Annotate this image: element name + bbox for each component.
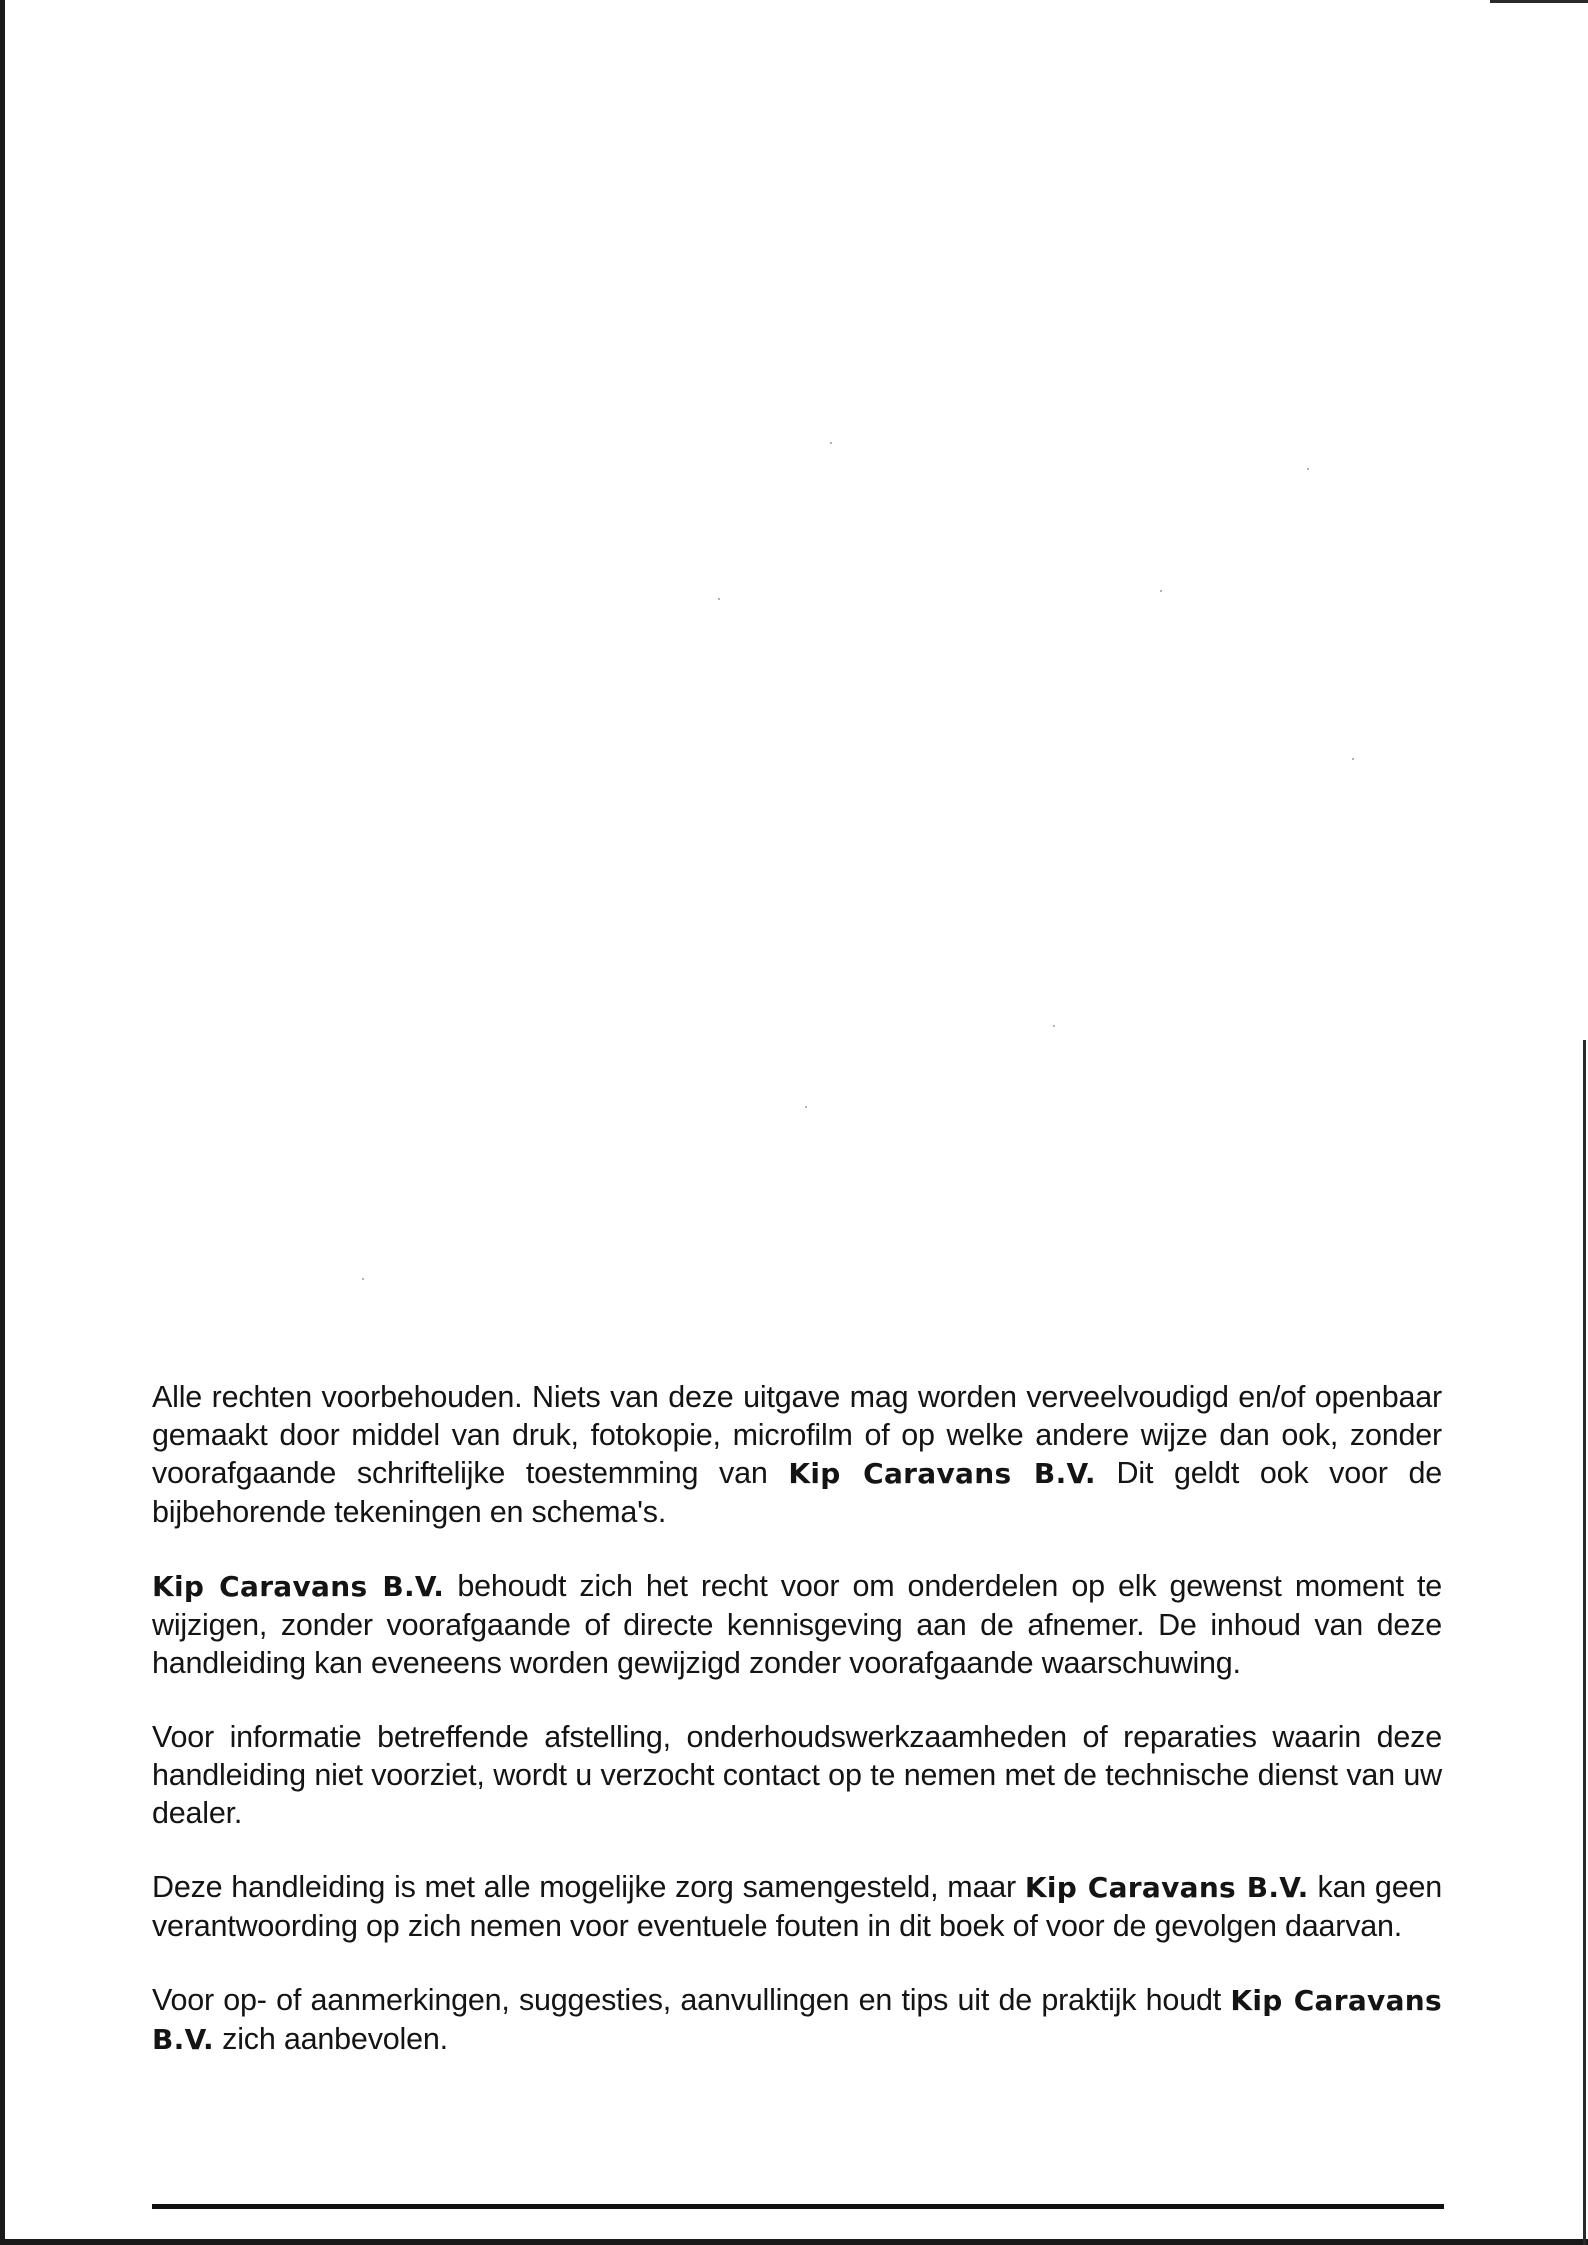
text-run: Voor op- of aanmerkingen, suggesties, aanvullingen en tips uit de praktijk houdt: [152, 1983, 1231, 2017]
scan-speck: [362, 1278, 364, 1280]
company-name: Kip Caravans B.V.: [788, 1457, 1096, 1490]
text-run: Voor informatie betreffende afstelling, onderhoudswerkzaamheden of reparaties waarin deze handleiding niet voorziet, wordt u verzocht contact op te nemen met de technische dienst van uw dealer.: [152, 1720, 1442, 1830]
service-paragraph: [152, 1718, 1442, 1832]
text-run: Deze handleiding is met alle mogelijke zorg samengesteld, maar: [152, 1870, 1025, 1904]
company-name: Kip Caravans B.V.: [1024, 1871, 1309, 1904]
page-right-edge: [1583, 1040, 1586, 2245]
page-left-edge: [0, 0, 5, 2245]
scan-speck: [1053, 1025, 1055, 1027]
company-name: Kip Caravans B.V.: [152, 1984, 1442, 2056]
page-top-edge: [1490, 0, 1588, 3]
liability-paragraph: [152, 1868, 1442, 1945]
feedback-paragraph: [152, 1981, 1442, 2059]
scan-speck: [805, 1106, 807, 1108]
scan-speck: [1352, 758, 1354, 760]
page-bottom-edge: [0, 2239, 1588, 2245]
text-run: kan geen verantwoording op zich nemen voor eventuele fouten in dit boek of voor de gevolgen daarvan.: [152, 1870, 1442, 1943]
copyright-paragraph: [152, 1378, 1442, 1531]
scan-speck: [718, 598, 720, 600]
modification-paragraph: [152, 1567, 1442, 1682]
text-run: zich aanbevolen.: [213, 2022, 448, 2056]
text-run: Dit geldt ook voor de bijbehorende tekeningen en schema's.: [152, 1456, 1442, 1529]
text-run: Alle rechten voorbehouden. Niets van deze uitgave mag worden verveelvoudigd en/of openbaar gemaakt door middel van druk, fotokopie, microfilm of op welke andere wijze dan ook, zonder voorafgaande schriftelijke toestemming van: [152, 1380, 1442, 1490]
bottom-rule: [152, 2204, 1444, 2209]
scan-speck: [1307, 468, 1309, 470]
scan-speck: [1160, 590, 1162, 592]
company-name: Kip Caravans B.V.: [152, 1570, 445, 1603]
legal-notice: [152, 1378, 1442, 2095]
scan-speck: [830, 442, 832, 444]
text-run: behoudt zich het recht voor om onderdelen op elk gewenst moment te wijzigen, zonder voorafgaande of directe kennisgeving aan de afnemer. De inhoud van deze handleiding kan eveneens worden gewijzigd zonder voorafgaande waarschuwing.: [152, 1569, 1442, 1680]
